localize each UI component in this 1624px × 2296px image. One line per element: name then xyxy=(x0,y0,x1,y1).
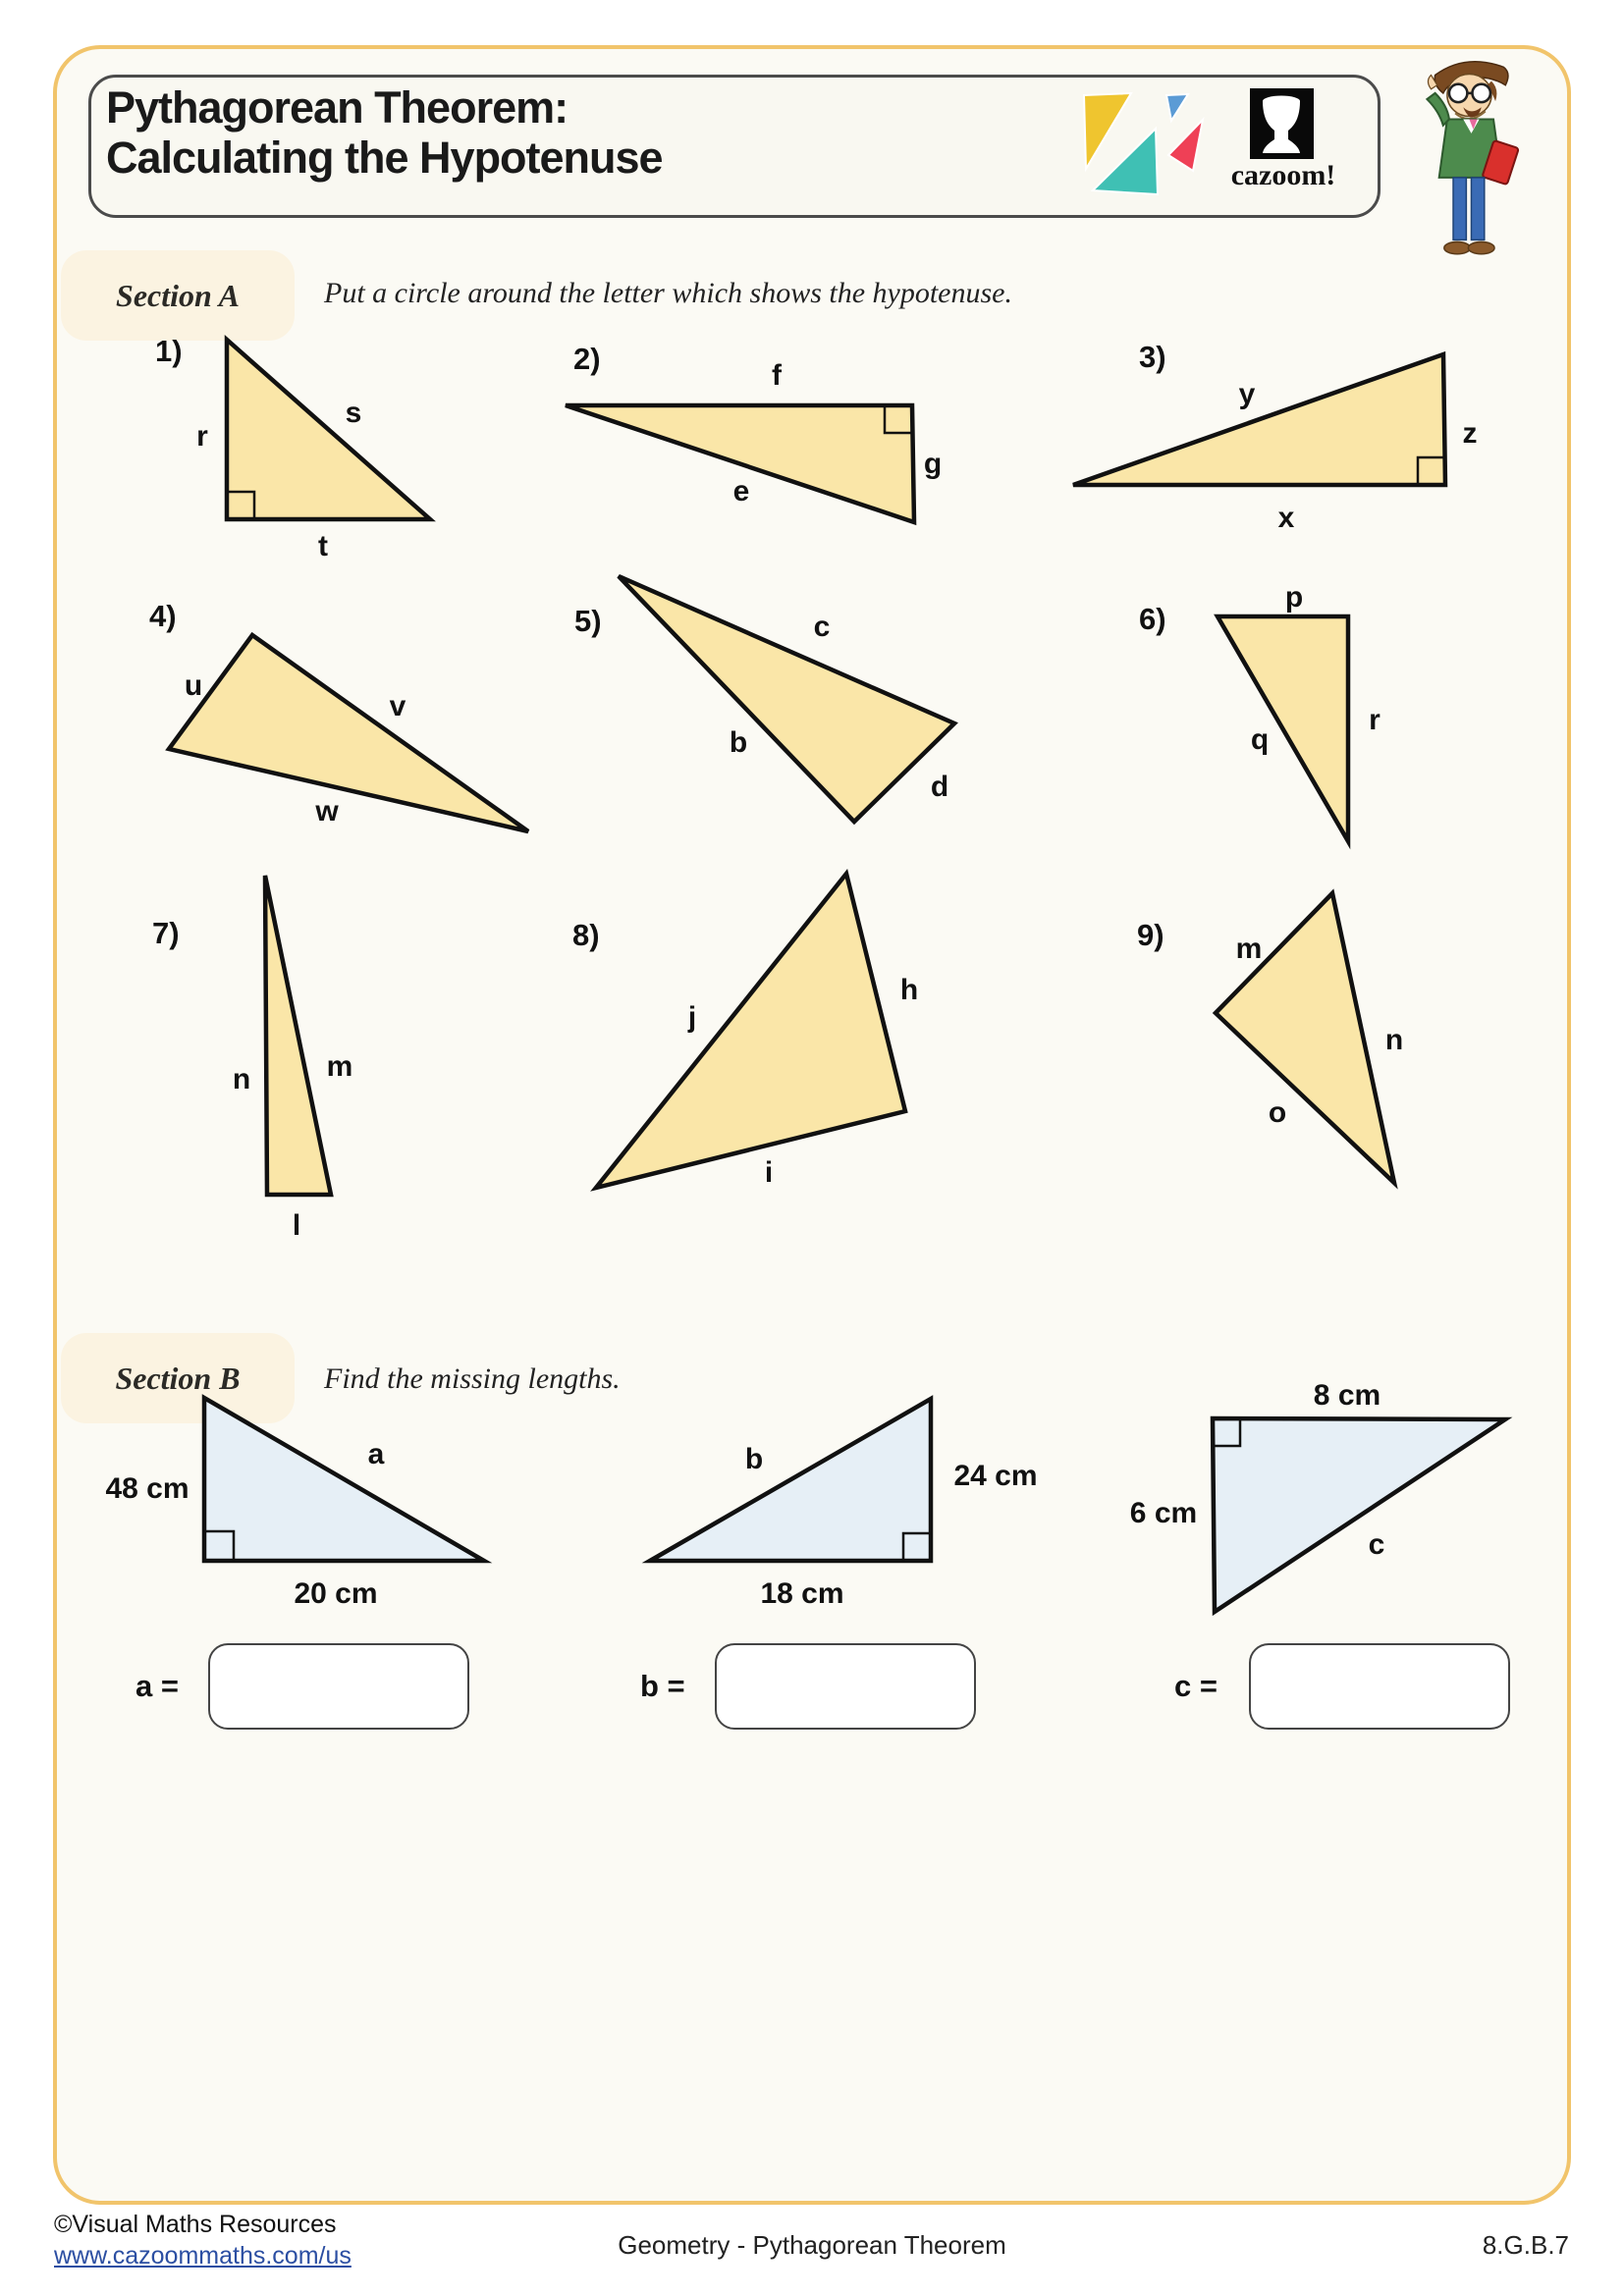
problem-6-side-label-p[interactable]: p xyxy=(1284,581,1304,614)
triangle-a-base-measure: 20 cm xyxy=(294,1577,378,1610)
triangle-b-hypotenuse-label: b xyxy=(744,1443,764,1475)
problem-6-triangle xyxy=(1218,616,1348,841)
problem-8-side-label-h[interactable]: h xyxy=(899,974,919,1006)
problem-9-side-label-o[interactable]: o xyxy=(1268,1096,1287,1129)
problem-4-side-label-w[interactable]: w xyxy=(315,795,339,828)
section-b-triangle-a xyxy=(105,1398,484,1610)
problem-5 xyxy=(574,576,954,822)
problem-1-side-label-s[interactable]: s xyxy=(345,397,362,429)
problem-8 xyxy=(572,874,918,1189)
section-a-label: Section A xyxy=(61,250,295,341)
answer-a-input[interactable] xyxy=(208,1643,469,1730)
problem-2-side-label-e[interactable]: e xyxy=(732,475,750,507)
problem-2-side-label-g[interactable]: g xyxy=(923,448,943,480)
answer-c-label: c = xyxy=(1174,1669,1218,1703)
problem-7-side-label-l[interactable]: l xyxy=(292,1209,301,1242)
triangle-c-vertical-measure: 6 cm xyxy=(1129,1497,1198,1529)
problem-7-side-label-n[interactable]: n xyxy=(232,1063,251,1095)
problem-3-side-label-z[interactable]: z xyxy=(1462,417,1478,450)
section-b-label: Section B xyxy=(61,1333,295,1423)
problem-1-side-label-r[interactable]: r xyxy=(196,420,208,453)
problem-5-side-label-b[interactable]: b xyxy=(729,726,748,759)
problem-1-triangle xyxy=(227,340,430,519)
problem-2 xyxy=(566,342,942,522)
problem-7-number: 7) xyxy=(152,916,180,950)
problem-8-side-label-j[interactable]: j xyxy=(687,1001,697,1034)
problem-2-number: 2) xyxy=(573,342,601,376)
footer-copyright: ©Visual Maths Resources xyxy=(54,2211,337,2238)
answer-b-input[interactable] xyxy=(715,1643,976,1730)
problem-4 xyxy=(149,599,528,831)
page-title-line2: Calculating the Hypotenuse xyxy=(106,133,663,183)
footer-worksheet-topic: Geometry - Pythagorean Theorem xyxy=(618,2230,1006,2260)
problem-3-side-label-y[interactable]: y xyxy=(1238,378,1256,410)
triangle-a-hypotenuse-label: a xyxy=(367,1438,385,1470)
problem-9-number: 9) xyxy=(1137,918,1164,952)
problem-1-number: 1) xyxy=(155,334,183,368)
problem-8-triangle xyxy=(596,874,905,1188)
problem-9 xyxy=(1137,893,1403,1183)
footer-url-link[interactable]: www.cazoommaths.com/us xyxy=(54,2242,352,2269)
problem-4-side-label-u[interactable]: u xyxy=(184,669,203,702)
problem-7 xyxy=(152,876,352,1242)
problem-1 xyxy=(155,334,430,562)
triangle-b-shape xyxy=(650,1399,931,1561)
problem-7-side-label-m[interactable]: m xyxy=(326,1050,353,1083)
problem-6-side-label-q[interactable]: q xyxy=(1250,723,1270,756)
page-title-line1: Pythagorean Theorem: xyxy=(106,82,568,133)
section-b-triangle-c xyxy=(1130,1379,1505,1612)
problem-1-side-label-t[interactable]: t xyxy=(318,530,328,562)
problem-3 xyxy=(1073,340,1478,534)
problem-6 xyxy=(1139,581,1380,841)
answer-b-label: b = xyxy=(640,1669,685,1703)
problem-8-side-label-i[interactable]: i xyxy=(764,1156,774,1189)
problem-5-number: 5) xyxy=(574,604,602,638)
problem-8-number: 8) xyxy=(572,918,600,952)
triangle-b-base-measure: 18 cm xyxy=(760,1577,844,1610)
triangle-c-shape xyxy=(1213,1418,1505,1612)
triangle-a-vertical-measure: 48 cm xyxy=(105,1472,189,1505)
problem-4-number: 4) xyxy=(149,599,177,633)
problem-2-side-label-f[interactable]: f xyxy=(772,359,782,392)
problem-9-side-label-m[interactable]: m xyxy=(1235,933,1263,965)
cazoom-logo-text: cazoom! xyxy=(1230,159,1336,191)
section-b-triangle-b xyxy=(650,1399,1038,1610)
problem-6-side-label-r[interactable]: r xyxy=(1369,704,1380,736)
triangle-b-vertical-measure: 24 cm xyxy=(953,1460,1038,1492)
answer-c-input[interactable] xyxy=(1249,1643,1510,1730)
problem-3-number: 3) xyxy=(1139,340,1166,374)
problem-3-side-label-x[interactable]: x xyxy=(1277,502,1295,534)
problem-4-side-label-v[interactable]: v xyxy=(389,690,406,722)
problem-3-triangle xyxy=(1073,354,1445,485)
problem-5-triangle xyxy=(619,576,954,822)
problem-9-side-label-n[interactable]: n xyxy=(1384,1024,1404,1056)
triangle-c-top-measure: 8 cm xyxy=(1313,1379,1381,1412)
problem-7-triangle xyxy=(265,876,331,1195)
section-a-instruction: Put a circle around the letter which shows the hypotenuse. xyxy=(324,277,1012,309)
problem-6-number: 6) xyxy=(1139,602,1166,636)
section-b-instruction: Find the missing lengths. xyxy=(324,1362,621,1395)
problem-5-side-label-d[interactable]: d xyxy=(930,771,949,803)
footer-standard-code: 8.G.B.7 xyxy=(1482,2230,1569,2260)
problem-4-triangle xyxy=(169,635,528,831)
triangle-c-hypotenuse-label: c xyxy=(1368,1528,1385,1561)
answer-a-label: a = xyxy=(135,1669,179,1703)
problem-5-side-label-c[interactable]: c xyxy=(813,611,831,643)
triangle-a-shape xyxy=(204,1398,484,1561)
